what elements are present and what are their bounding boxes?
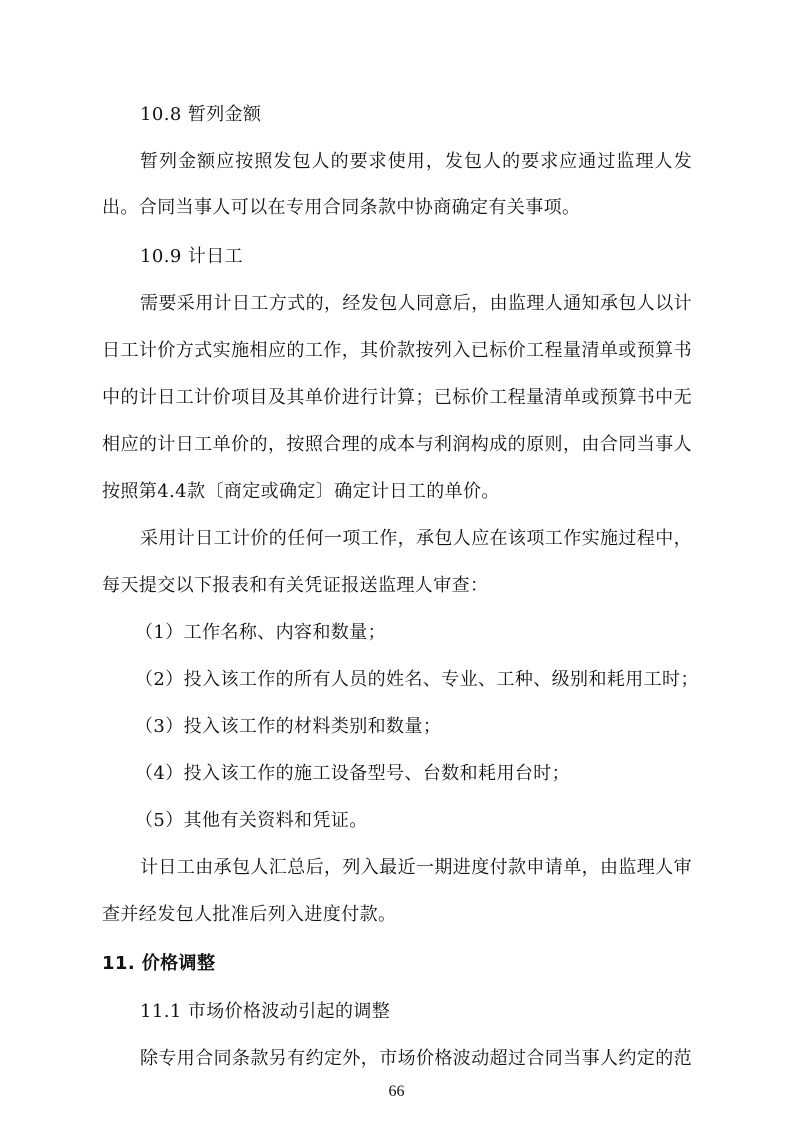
paragraph-line: 查并经发包人批准后列入进度付款。 [102,904,397,925]
paragraph-line: 采用计日工计价的任何一项工作，承包人应在该项工作实施过程中， [140,528,692,549]
page-number: 66 [388,1083,405,1100]
paragraph-line: 按照第4.4款〔商定或确定〕确定计日工的单价。 [102,481,500,502]
paragraph-line: 需要采用计日工方式的，经发包人同意后，由监理人通知承包人以计 [140,293,692,314]
list-item: （4）投入该工作的施工设备型号、台数和耗用台时； [135,763,571,784]
list-item: （1）工作名称、内容和数量； [135,622,387,643]
paragraph-line: 除专用合同条款另有约定外，市场价格波动超过合同当事人约定的范 [140,1048,692,1069]
paragraph-line: 相应的计日工单价的，按照合理的成本与利润构成的原则，由合同当事人 [102,434,692,455]
paragraph-line: 出。合同当事人可以在专用合同条款中协商确定有关事项。 [102,197,581,218]
section-10-9-heading: 10.9 计日工 [140,246,243,267]
paragraph-line: 计日工由承包人汇总后，列入最近一期进度付款申请单，由监理人审 [140,857,692,878]
section-11-1-heading: 11.1 市场价格波动引起的调整 [140,1001,391,1022]
paragraph-line: 暂列金额应按照发包人的要求使用，发包人的要求应通过监理人发 [140,151,692,172]
list-item: （3）投入该工作的材料类别和数量； [135,716,442,737]
section-10-8-heading: 10.8 暂列金额 [140,104,262,125]
list-item: （5）其他有关资料和凭证。 [135,810,368,831]
paragraph-line: 每天提交以下报表和有关凭证报送监理人审查： [102,575,489,596]
paragraph-line: 日工计价方式实施相应的工作，其价款按列入已标价工程量清单或预算书 [102,340,692,361]
list-item: （2）投入该工作的所有人员的姓名、专业、工种、级别和耗用工时； [135,669,699,690]
section-11-heading: 11. 价格调整 [102,953,216,974]
paragraph-line: 中的计日工计价项目及其单价进行计算；已标价工程量清单或预算书中无 [102,387,692,408]
